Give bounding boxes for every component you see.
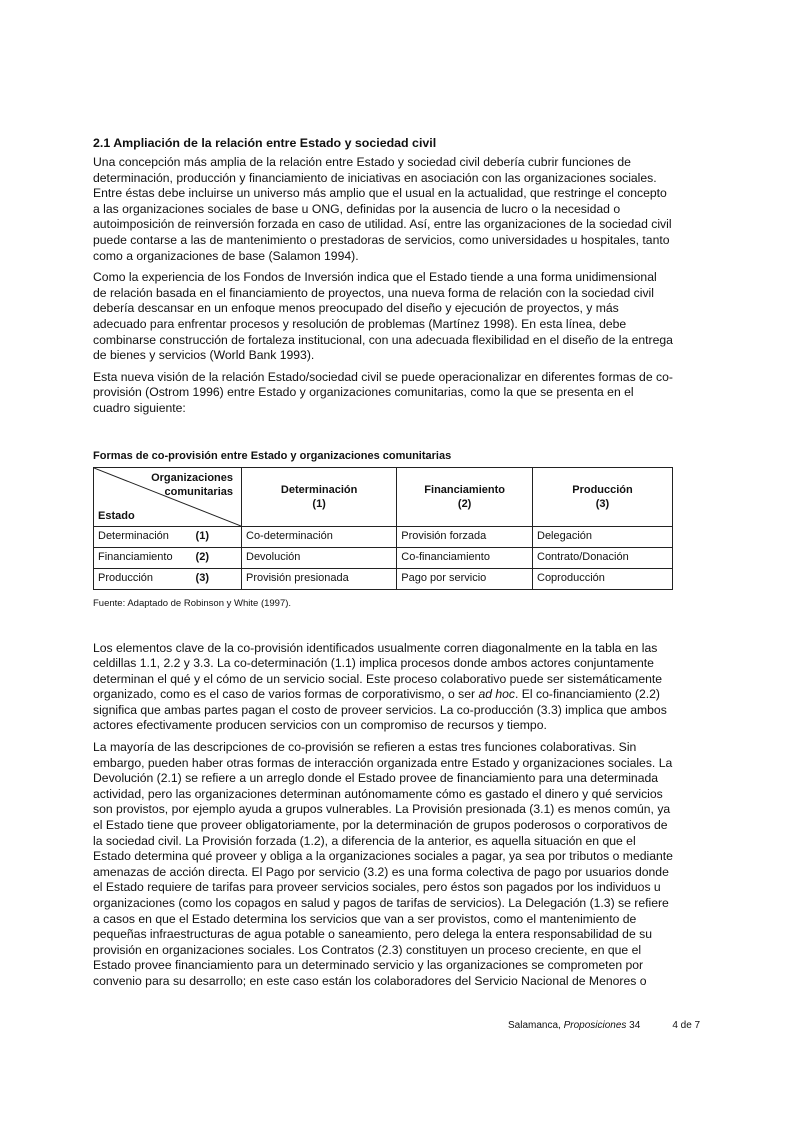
table-header-row (94, 467, 673, 526)
corner-org-label (151, 471, 233, 499)
row-num: (3) (195, 572, 209, 584)
table-cell: Coproducción (533, 568, 673, 589)
paragraph-4-italic: ad hoc (478, 687, 516, 702)
column-header-num: (1) (312, 497, 326, 510)
footer-author: Salamanca, (508, 1020, 564, 1031)
table-row (94, 568, 673, 589)
table-cell: Delegación (533, 526, 673, 547)
paragraph-4 (93, 641, 673, 735)
page-footer (508, 1020, 700, 1031)
footer-issue: 34 (626, 1020, 641, 1031)
body-section-2 (93, 641, 673, 990)
table-cell: Devolución (242, 547, 397, 568)
page-content (93, 135, 673, 996)
footer-page-number: 4 de 7 (672, 1020, 701, 1031)
row-num: (1) (195, 530, 209, 542)
row-label: Producción (98, 572, 154, 584)
corner-org-line2: comunitarias (164, 485, 233, 498)
table-cell: Provisión presionada (242, 568, 397, 589)
row-header-produccion (94, 568, 242, 589)
column-header-financiamiento (397, 467, 533, 526)
column-header-produccion (533, 467, 673, 526)
column-header-label: Producción (572, 483, 633, 496)
paragraph-3: Esta nueva visión de la relación Estado/sociedad civil se puede operacionalizar en diferentes formas de co-provisión (Ostrom 1996) entre Estado y organizaciones comunitarias, como la que se presenta en el cuadro siguiente: (93, 369, 673, 415)
column-header-label: Determinación (280, 483, 358, 496)
table-cell: Co-determinación (242, 526, 397, 547)
row-header-determinacion (94, 526, 242, 547)
paragraph-4-text-a: Los elementos clave de la co-provisión identificados usualmente corren diagonalmente en la tabla en las celdillas 1.1, 2.2 y 3.3. La co-determinación (1.1) implica procesos donde ambos actores conjuntamente determinan el qué y el cómo de un servicio social. Este proceso colaborativo puede ser sistemáticamente organizado, como es el caso de varios formas de corporativismo, o ser (93, 640, 663, 702)
table-row (94, 526, 673, 547)
table-corner-cell (94, 467, 242, 526)
column-header-num: (2) (457, 497, 472, 510)
footer-publication: Proposiciones (563, 1020, 627, 1031)
column-header-num: (3) (595, 497, 610, 510)
column-header-label: Financiamiento (424, 483, 505, 496)
table-cell: Co-financiamiento (397, 547, 533, 568)
paragraph-5: La mayoría de las descripciones de co-provisión se refieren a estas tres funciones colaborativas. Sin embargo, pueden haber otras formas de interacción organizada entre Estado y organizaciones sociales. La Devolución (2.1) se refiere a un arreglo donde el Estado provee de financiamiento para una determinada actividad, pero las organizaciones determinan autónomamente cómo es gastado el dinero y qué servicios son provistos, por ejemplo ayuda a grupos vulnerables. La Provisión presionada (3.1) es menos común, ya el Estado tiene que proveer obligatoriamente, por la determinación de grupos poderosos o corporativos de la sociedad civil. La Provisión forzada (1.2), a diferencia de la anterior, es aquella situación en que el Estado determina qué proveer y obliga a la organizaciones sociales a pagar, ya sea por tributos o mediante amenazas de acción directa. El Pago por servicio (3.2) es una forma colectiva de pago por usuarios donde el Estado requiere de tarifas para proveer servicios sociales, pero éstos son pagados por los individuos u organizaciones (como los copagos en salud y pagos de tarifas de servicios). La Delegación (1.3) se refiere a casos en que el Estado determina los servicios que van a ser provistos, como el mantenimiento de pequeñas infraestructuras de agua potable o saneamiento, pero delega la entera responsabilidad de su provisión en organizaciones sociales. Los Contratos (2.3) constituyen un proceso creciente, en que el Estado provee financiamiento para un determinado servicio y las organizaciones se comprometen por convenio para su desarrollo; en este caso están los colaboradores del Servicio Nacional de Menores o (93, 740, 673, 988)
section-heading: 2.1 Ampliación de la relación entre Estado y sociedad civil (93, 136, 437, 150)
table-source-note: Fuente: Adaptado de Robinson y White (1997). (93, 597, 292, 609)
row-label: Determinación (98, 530, 169, 542)
paragraph-1: Una concepción más amplia de la relación entre Estado y sociedad civil debería cubrir funciones de determinación, producción y financiamiento de iniciativas en asociación con las organizaciones sociales. Entre éstas debe incluirse un universo más amplio que el usual en la actualidad, que restringe el concepto a las organizaciones sociales de base u ONG, definidas por la ausencia de lucro o la necesidad o autoimposición de reinversión forzada en caso de utilidad. Así, entre las organizaciones de la sociedad civil puede contarse a las de mantenimiento o prestadoras de servicios, como universidades u hospitales, tanto como a organizaciones de base (Salamon 1994). (93, 155, 672, 263)
corner-estado-label: Estado (98, 509, 135, 522)
paragraph-2: Como la experiencia de los Fondos de Inversión indica que el Estado tiende a una forma unidimensional de relación basada en el financiamiento de proyectos, una nueva forma de relación con la sociedad civil debería descansar en un enfoque menos preocupado del diseño y ejecución de proyectos, y más adecuado para enfrentar procesos y resolución de problemas (Martínez 1998). En esta línea, debe combinarse construcción de fortaleza institucional, con una adecuada flexibilidad en el diseño de la entrega de bienes y servicios (World Bank 1993). (93, 270, 673, 363)
table-cell: Contrato/Donación (533, 547, 673, 568)
corner-org-line1: Organizaciones (151, 471, 233, 484)
row-num: (2) (195, 551, 209, 563)
table-row (94, 547, 673, 568)
paragraph-4-text-b: . El co-financiamiento (2.2) significa que ambas partes pagan el costo de proveer servicios. La co-producción (3.3) implica que ambos actores efectivamente producen servicios con un compromiso de recursos y tiempo. (93, 687, 667, 733)
row-label: Financiamiento (98, 551, 173, 563)
row-header-financiamiento (94, 547, 242, 568)
table-cell: Pago por servicio (397, 568, 533, 589)
column-header-determinacion (242, 467, 397, 526)
table-title: Formas de co-provisión entre Estado y organizaciones comunitarias (93, 449, 452, 462)
table-cell: Provisión forzada (397, 526, 533, 547)
co-provision-table (93, 467, 673, 590)
